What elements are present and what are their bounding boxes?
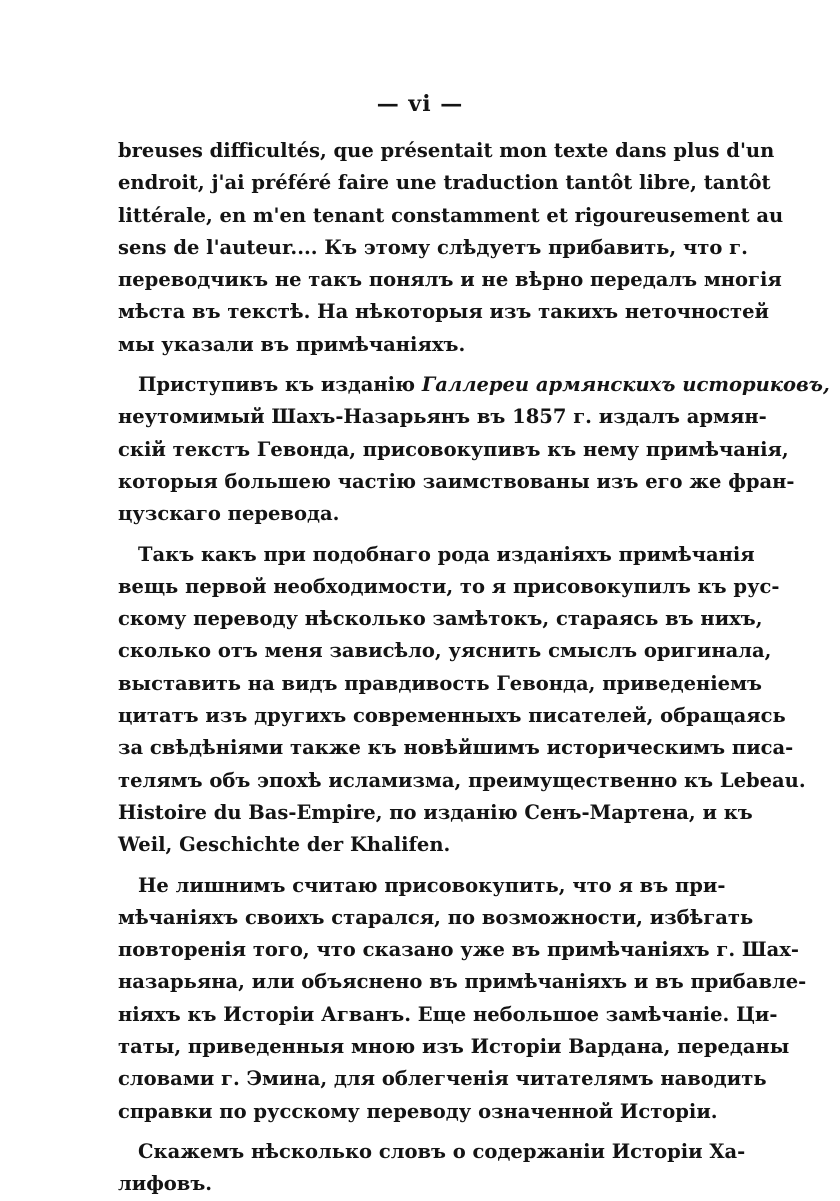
- text-line: мѣста въ текстѣ. На нѣкоторыя изъ такихъ неточностей: [118, 300, 769, 324]
- text-line: вещь первой необходимости, то я присовокупилъ къ рус-: [118, 574, 780, 598]
- text-line: littérale, en m'en tenant constamment et rigoureusement au: [118, 203, 784, 227]
- text-run: Приступивъ къ изданію: [138, 373, 422, 397]
- text-line: скій текстъ Гевонда, присовокупивъ къ нему примѣчанія,: [118, 437, 789, 461]
- text-line: назарьяна, или объяснено въ примѣчаніяхъ и въ прибавле-: [118, 970, 807, 994]
- text-line: Weil, Geschichte der Khalifen.: [118, 833, 451, 857]
- text-line: переводчикъ не такъ понялъ и не вѣрно передалъ многія: [118, 268, 782, 292]
- text-line: неутомимый Шахъ-Назарьянъ въ 1857 г. издалъ армян-: [118, 405, 767, 429]
- text-line: [118, 369, 830, 401]
- text-body: [118, 135, 830, 1201]
- paragraph-1: [118, 135, 784, 361]
- text-line: справки по русскому переводу означенной Исторіи.: [118, 1099, 718, 1123]
- text-line: ніяхъ къ Исторіи Агванъ. Еще небольшое замѣчаніе. Ци-: [118, 1002, 778, 1026]
- paragraph-4: [118, 870, 807, 1128]
- text-line: мы указали въ примѣчаніяхъ.: [118, 332, 466, 356]
- text-line: за свѣдѣніями также къ новѣйшимъ историческимъ писа-: [118, 736, 794, 760]
- text-line: Не лишнимъ считаю присовокупить, что я въ при-: [138, 873, 726, 897]
- text-line: скому переводу нѣсколько замѣтокъ, стараясь въ нихъ,: [118, 607, 763, 631]
- text-line: таты, приведенныя мною изъ Исторіи Вардана, переданы: [118, 1035, 790, 1059]
- italic-title: Галлереи армянскихъ историковъ,: [421, 373, 830, 397]
- text-line: sens de l'auteur.... Къ этому слѣдуетъ прибавить, что г.: [118, 235, 748, 259]
- paragraph-2: [118, 369, 830, 530]
- text-line: цузскаго перевода.: [118, 502, 340, 526]
- text-line: словами г. Эмина, для облегченія читателямъ наводить: [118, 1067, 767, 1091]
- text-line: которыя большею частію заимствованы изъ его же фран-: [118, 469, 795, 493]
- text-line: Скажемъ нѣсколько словъ о содержаніи Исторіи Ха-: [138, 1139, 746, 1163]
- text-line: breuses difficultés, que présentait mon texte dans plus d'un: [118, 139, 775, 162]
- text-line: endroit, j'ai préféré faire une traduction tantôt libre, tantôt: [118, 171, 771, 195]
- paragraph-3: [118, 539, 806, 862]
- page-header: — vi —: [376, 91, 464, 117]
- text-line: телямъ объ эпохѣ исламизма, преимущественно къ Lebeau.: [118, 768, 806, 792]
- text-line: повторенія того, что сказано уже въ примѣчаніяхъ г. Шах-: [118, 938, 800, 962]
- text-line: сколько отъ меня зависѣло, уяснить смыслъ оригинала,: [118, 639, 772, 663]
- text-line: цитатъ изъ другихъ современныхъ писателей, обращаясь: [118, 704, 786, 728]
- text-line: лифовъ.: [118, 1172, 213, 1196]
- text-line: Такъ какъ при подобнаго рода изданіяхъ примѣчанія: [138, 542, 755, 566]
- text-line: мѣчаніяхъ своихъ старался, по возможности, избѣгать: [118, 905, 754, 929]
- text-line: выставить на видъ правдивость Гевонда, приведеніемъ: [118, 671, 762, 695]
- text-line: Histoire du Bas-Empire, по изданію Сенъ-Мартена, и къ: [118, 800, 753, 824]
